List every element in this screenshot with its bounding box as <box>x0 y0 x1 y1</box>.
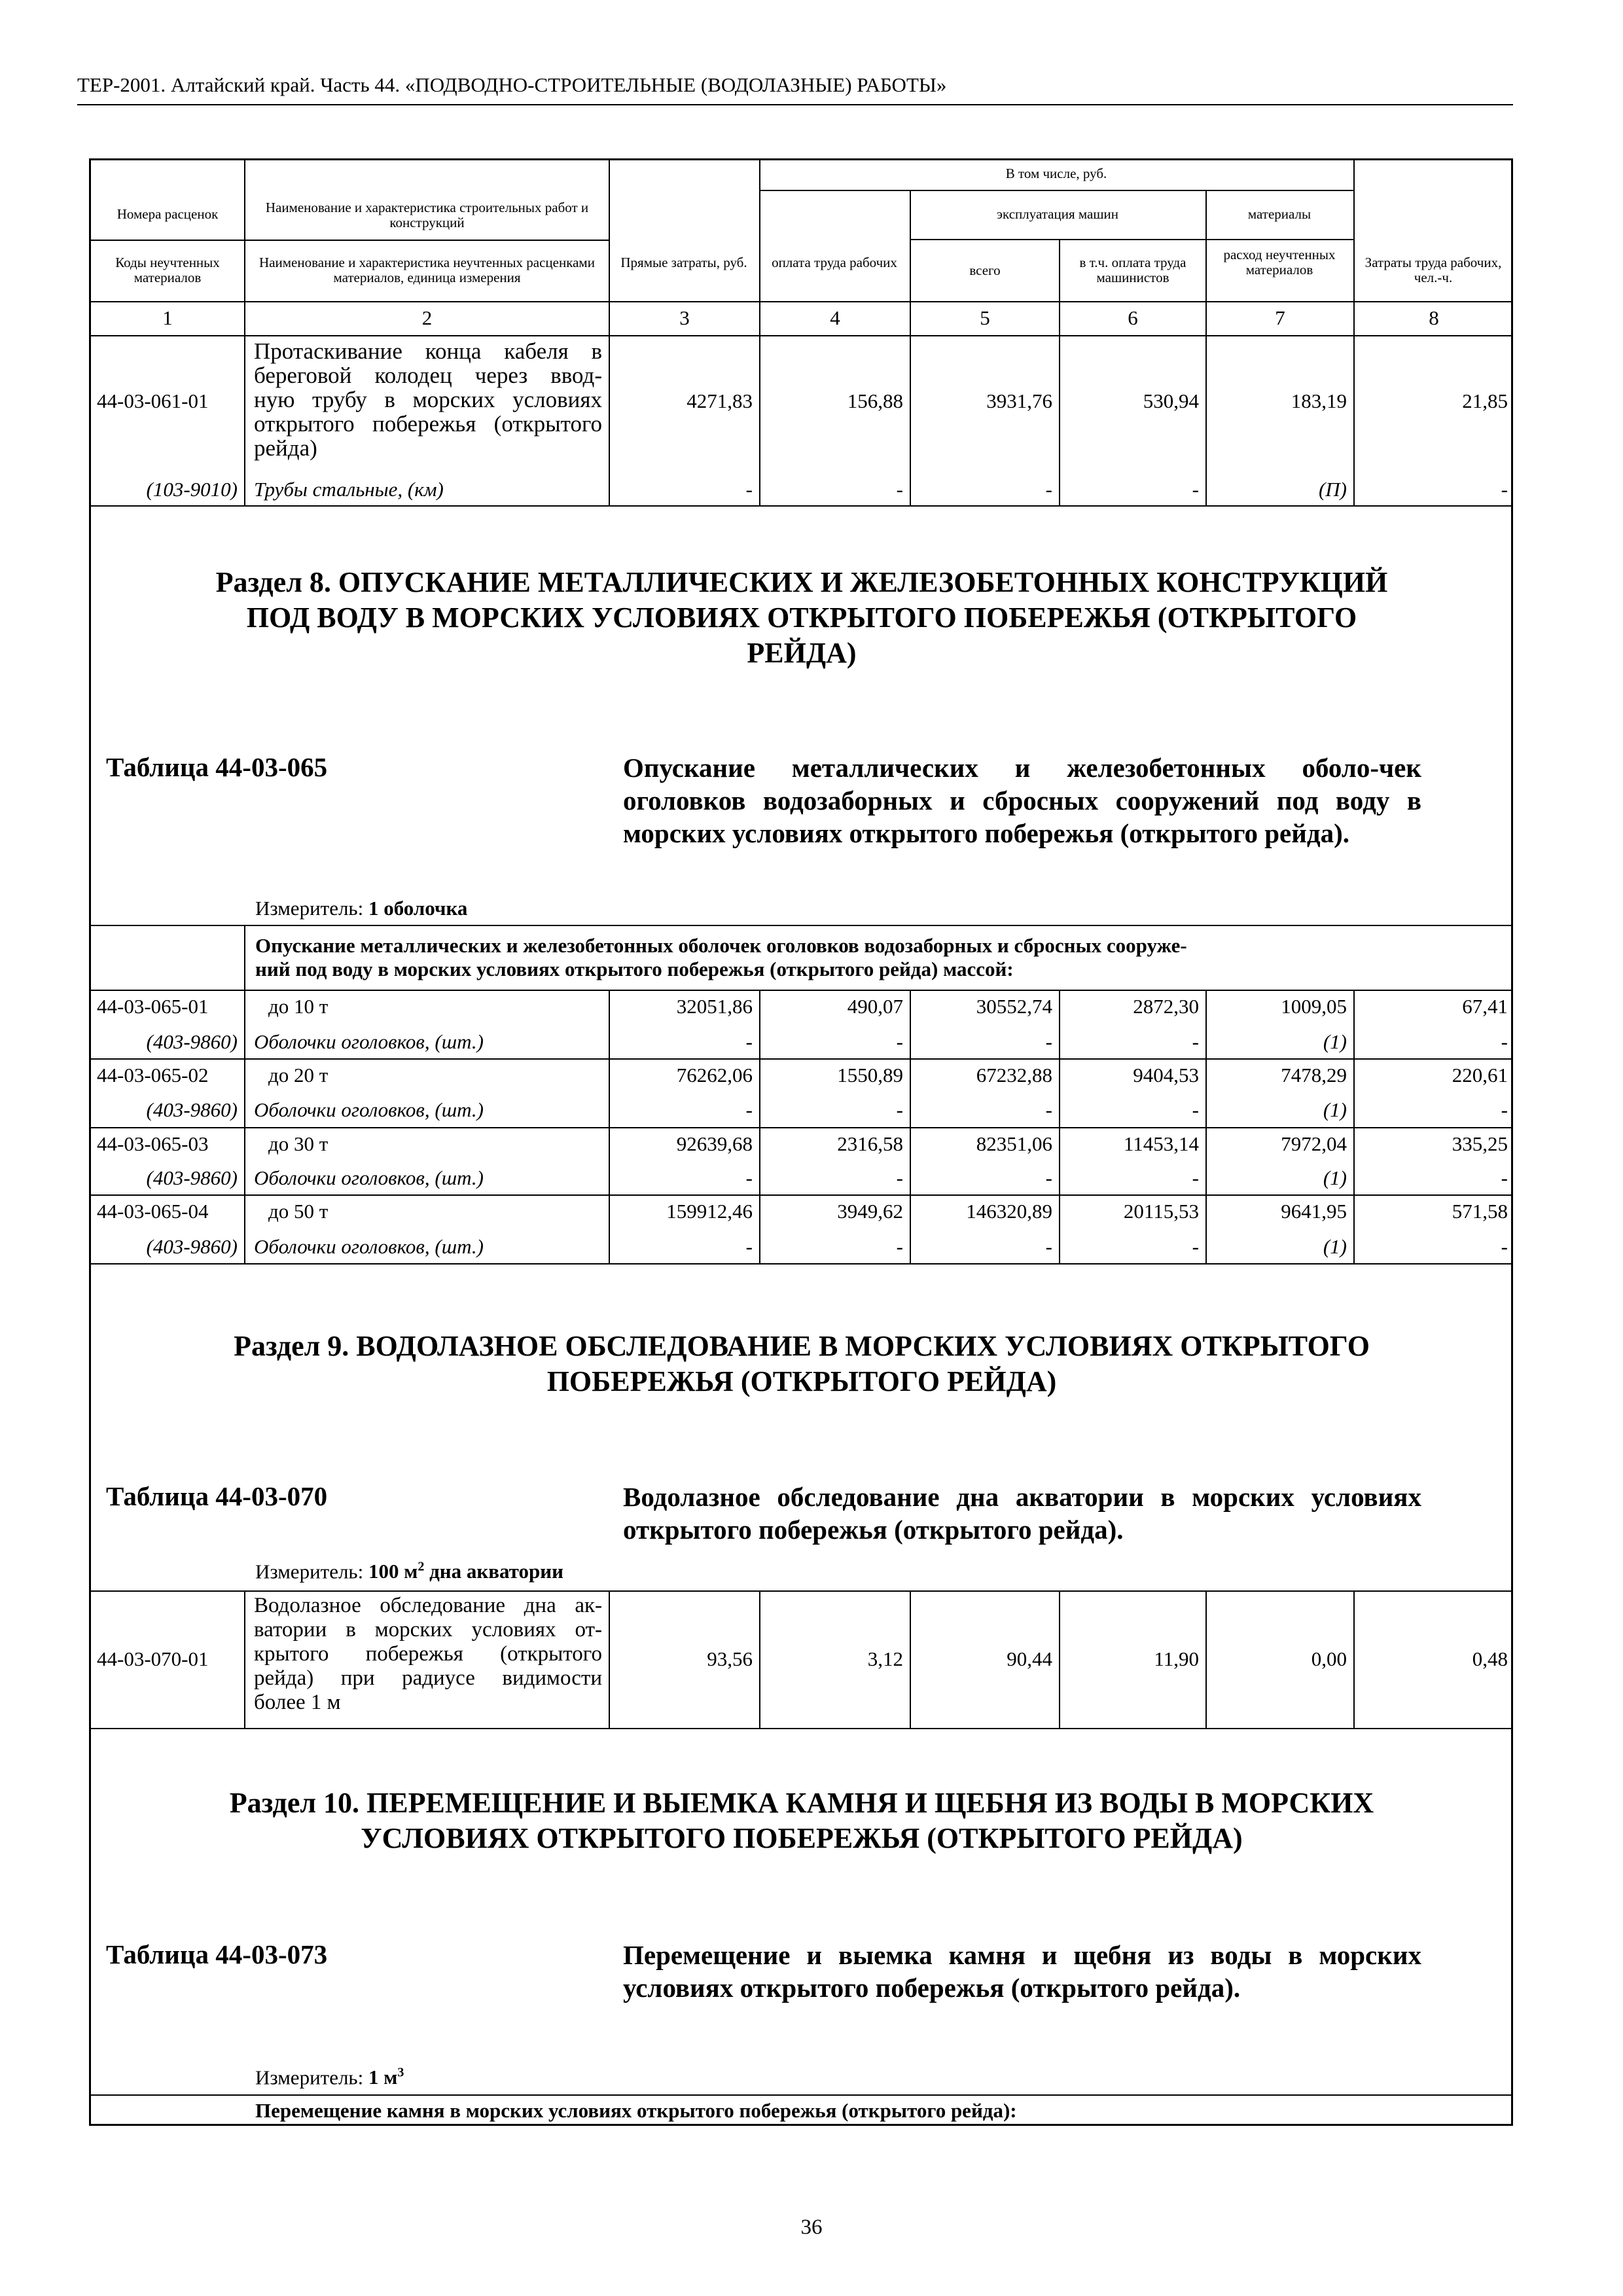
material-value: - <box>896 478 903 501</box>
material-description: Оболочки оголовков, (шт.) <box>254 1166 484 1189</box>
machines-total: 67232,88 <box>976 1064 1052 1086</box>
work-name: до 30 т <box>268 1132 329 1155</box>
material-value: (1) <box>1323 1166 1347 1189</box>
material-value: - <box>745 1098 753 1121</box>
col5-header: всего <box>969 262 1001 278</box>
materials-cost: 7478,29 <box>1281 1064 1347 1086</box>
materials-header: материалы <box>1247 206 1311 222</box>
labor-hours: 21,85 <box>1462 389 1508 412</box>
material-value: - <box>1501 1235 1508 1258</box>
material-value: - <box>1501 1166 1508 1189</box>
direct-costs: 76262,06 <box>676 1064 753 1086</box>
material-value: - <box>745 478 753 501</box>
work-name: до 50 т <box>268 1200 329 1223</box>
material-value: - <box>1501 1098 1508 1121</box>
machinist-pay: 11453,14 <box>1123 1132 1199 1155</box>
table-description: Опускание металлических и железобетонных оболо-чек оголовков водозаборных и сбросных сооружений под воду в морских условиях открытого побережья (открытого рейда). <box>623 753 1421 848</box>
labor-hours: 335,25 <box>1452 1132 1508 1155</box>
material-code: (103-9010) <box>146 478 238 501</box>
rate-code: 44-03-061-01 <box>97 389 209 412</box>
material-value: - <box>1501 1030 1508 1053</box>
material-value: - <box>1192 1166 1199 1189</box>
material-value: (1) <box>1323 1098 1347 1121</box>
labor-hours: 0,48 <box>1472 1647 1508 1670</box>
labor-hours: 67,41 <box>1462 995 1508 1018</box>
machinist-pay: 9404,53 <box>1133 1064 1199 1086</box>
material-value: - <box>896 1235 903 1258</box>
col-number: 4 <box>830 306 840 329</box>
col-number: 3 <box>679 306 690 329</box>
labor-pay: 2316,58 <box>837 1132 903 1155</box>
materials-cost: 0,00 <box>1311 1647 1347 1670</box>
rate-code: 44-03-065-02 <box>97 1064 209 1086</box>
page-number: 36 <box>800 2215 823 2239</box>
col-number: 1 <box>162 306 173 329</box>
materials-cost: 183,19 <box>1291 389 1347 412</box>
material-code: (403-9860) <box>146 1166 238 1189</box>
col2-bottom-header: Наименование и характеристика неучтенных расценками материалов, единица измерения <box>259 255 595 285</box>
labor-pay: 3,12 <box>867 1647 903 1670</box>
machinist-pay: 11,90 <box>1154 1647 1199 1670</box>
rate-code: 44-03-065-03 <box>97 1132 209 1155</box>
material-value: - <box>745 1166 753 1189</box>
material-value: - <box>896 1030 903 1053</box>
machines-total: 146320,89 <box>966 1200 1052 1223</box>
material-value: - <box>896 1166 903 1189</box>
materials-cost: 9641,95 <box>1281 1200 1347 1223</box>
machines-header: эксплуатация машин <box>997 206 1118 222</box>
material-value: - <box>1192 1098 1199 1121</box>
col-number: 6 <box>1128 306 1138 329</box>
material-code: (403-9860) <box>146 1030 238 1053</box>
rate-code: 44-03-065-04 <box>97 1200 209 1223</box>
table-073-rule <box>89 2094 1513 2096</box>
machinist-pay: 2872,30 <box>1133 995 1199 1018</box>
labor-pay: 1550,89 <box>837 1064 903 1086</box>
col-number: 8 <box>1429 306 1439 329</box>
material-value: - <box>1045 1030 1052 1053</box>
measure-unit: Измеритель: 1 $м^3$ <box>255 2066 404 2089</box>
material-value: (1) <box>1323 1235 1347 1258</box>
material-value: - <box>1045 1098 1052 1121</box>
labor-hours: 571,58 <box>1452 1200 1508 1223</box>
direct-costs: 92639,68 <box>676 1132 753 1155</box>
machinist-pay: 530,94 <box>1143 389 1199 412</box>
material-value: - <box>745 1030 753 1053</box>
material-value: - <box>1501 478 1508 501</box>
labor-pay: 490,07 <box>847 995 903 1018</box>
direct-costs: 4271,83 <box>687 389 753 412</box>
col8-header: Затраты труда рабочих, чел.-ч. <box>1364 255 1502 285</box>
measure-unit: Измеритель: 1 оболочка <box>255 897 468 920</box>
material-value: - <box>1192 1030 1199 1053</box>
col2-top-header: Наименование и характеристика строительных работ и конструкций <box>265 200 589 230</box>
labor-pay: 156,88 <box>847 389 903 412</box>
material-value: - <box>1045 1166 1052 1189</box>
col1-top-header: Номера расценок <box>116 206 219 222</box>
labor-pay: 3949,62 <box>837 1200 903 1223</box>
measure-unit: Измеритель: 100 $м^2$ дна акватории <box>255 1560 563 1583</box>
material-description: Трубы стальные, (км) <box>254 478 444 501</box>
table-description: Перемещение и выемка камня и щебня из воды в морских условиях открытого побережья (открытого рейда). <box>623 1940 1421 2003</box>
page-header: ТЕР-2001. Алтайский край. Часть 44. «ПОДВОДНО-СТРОИТЕЛЬНЫЕ (ВОДОЛАЗНЫЕ) РАБОТЫ» <box>77 73 947 96</box>
material-value: - <box>1192 478 1199 501</box>
machines-total: 90,44 <box>1007 1647 1052 1670</box>
machinist-pay: 20115,53 <box>1123 1200 1199 1223</box>
material-value: - <box>1045 1235 1052 1258</box>
direct-costs: 93,56 <box>707 1647 753 1670</box>
table-title: Таблица 44-03-073 <box>106 1939 328 1969</box>
material-value: - <box>896 1098 903 1121</box>
header-rule <box>77 104 1513 105</box>
machines-total: 30552,74 <box>976 995 1052 1018</box>
work-name: до 10 т <box>268 995 329 1018</box>
col6-header: в т.ч. оплата труда машинистов <box>1079 255 1186 285</box>
material-value: - <box>745 1235 753 1258</box>
section-8-title: Раздел 8. ОПУСКАНИЕ МЕТАЛЛИЧЕСКИХ И ЖЕЛЕЗОБЕТОННЫХ КОНСТРУКЦИЙ ПОД ВОДУ В МОРСКИХ УСЛОВИЯХ ОТКРЫТОГО ПОБЕРЕЖЬЯ (ОТКРЫТОГО РЕЙДА) <box>215 566 1388 669</box>
material-value: (1) <box>1323 1030 1347 1053</box>
col-number: 2 <box>421 306 433 329</box>
work-description: Водолазное обследование дна ак- ватории в морских условиях от- крытого побережья (открытого рейда) при радиусе видимости более 1 м <box>254 1594 602 1714</box>
table-title: Таблица 44-03-070 <box>106 1481 328 1511</box>
group-description: Перемещение камня в морских условиях открытого побережья (открытого рейда): <box>255 2099 1017 2122</box>
rate-code: 44-03-065-01 <box>97 995 209 1018</box>
material-value: - <box>1045 478 1052 501</box>
col-number: 5 <box>980 306 990 329</box>
table-title: Таблица 44-03-065 <box>106 752 328 782</box>
materials-cost: 1009,05 <box>1281 995 1347 1018</box>
col7-header: расход неучтенных материалов <box>1223 247 1336 278</box>
col1-bottom-header: Коды неучтенных материалов <box>115 255 220 285</box>
work-name: до 20 т <box>268 1064 329 1086</box>
group-description: Опускание металлических и железобетонных оболочек оголовков водозаборных и сбросных сооруже- ний под воду в морских условиях открытого побережья (открытого рейда) массой: <box>255 934 1187 980</box>
direct-costs: 32051,86 <box>676 995 753 1018</box>
material-code: (403-9860) <box>146 1098 238 1121</box>
col3-header: Прямые затраты, руб. <box>620 255 747 270</box>
material-value: (П) <box>1318 478 1347 501</box>
section-9-title: Раздел 9. ВОДОЛАЗНОЕ ОБСЛЕДОВАНИЕ В МОРСКИХ УСЛОВИЯХ ОТКРЫТОГО ПОБЕРЕЖЬЯ (ОТКРЫТОГО РЕЙДА) <box>234 1330 1370 1397</box>
material-description: Оболочки оголовков, (шт.) <box>254 1098 484 1121</box>
work-description: Протаскивание конца кабеля в береговой колодец через ввод- ную трубу в морских условиях открытого побережья (открытого рейда) <box>254 338 602 461</box>
machines-total: 3931,76 <box>986 389 1052 412</box>
material-code: (403-9860) <box>146 1235 238 1258</box>
machines-total: 82351,06 <box>976 1132 1052 1155</box>
rate-code: 44-03-070-01 <box>97 1647 209 1670</box>
labor-hours: 220,61 <box>1452 1064 1508 1086</box>
section-10-title: Раздел 10. ПЕРЕМЕЩЕНИЕ И ВЫЕМКА КАМНЯ И ЩЕБНЯ ИЗ ВОДЫ В МОРСКИХ УСЛОВИЯХ ОТКРЫТОГО ПОБЕРЕЖЬЯ (ОТКРЫТОГО РЕЙДА) <box>229 1787 1374 1854</box>
col4-header: оплата труда рабочих <box>772 255 897 270</box>
group-header: В том числе, руб. <box>1005 166 1107 181</box>
material-description: Оболочки оголовков, (шт.) <box>254 1235 484 1258</box>
material-description: Оболочки оголовков, (шт.) <box>254 1030 484 1053</box>
direct-costs: 159912,46 <box>666 1200 753 1223</box>
material-value: - <box>1192 1235 1199 1258</box>
table-description: Водолазное обследование дна акватории в морских условиях открытого побережья (открытого рейда). <box>623 1482 1421 1545</box>
materials-cost: 7972,04 <box>1281 1132 1347 1155</box>
col-number: 7 <box>1275 306 1285 329</box>
